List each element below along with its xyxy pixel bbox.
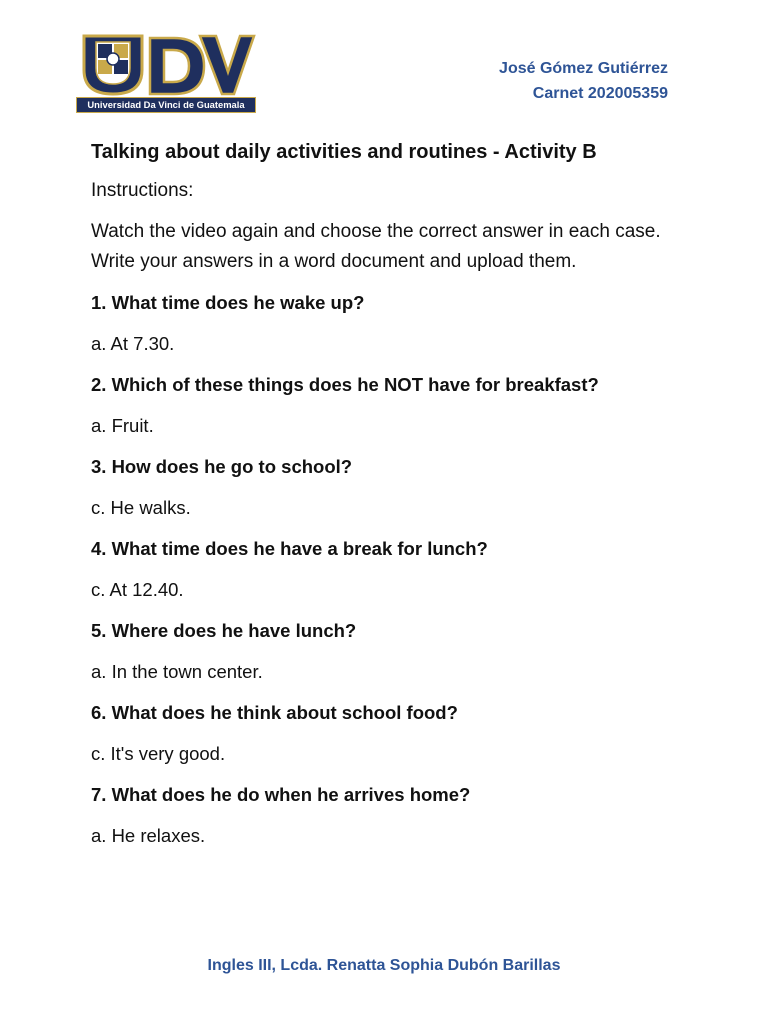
- question-list: [91, 288, 681, 851]
- answer-5: a. In the town center.: [91, 661, 263, 682]
- logo-caption: Universidad Da Vinci de Guatemala: [76, 97, 256, 113]
- question-7: 7. What does he do when he arrives home?: [91, 784, 471, 805]
- question-3: 3. How does he go to school?: [91, 456, 353, 477]
- answer-2: a. Fruit.: [91, 415, 154, 436]
- question-1: 1. What time does he wake up?: [91, 292, 365, 313]
- question-6: 6. What does he think about school food?: [91, 702, 458, 723]
- university-logo: [76, 32, 256, 114]
- answer-3: c. He walks.: [91, 497, 191, 518]
- question-2: 2. Which of these things does he NOT have for breakfast?: [91, 374, 599, 395]
- document-body: [91, 135, 681, 862]
- answer-7: a. He relaxes.: [91, 825, 206, 846]
- author-carnet: Carnet 202005359: [532, 85, 668, 102]
- answer-6: c. It's very good.: [91, 743, 226, 764]
- question-4: 4. What time does he have a break for lunch?: [91, 538, 488, 559]
- author-block: [499, 56, 668, 106]
- instructions-label: Instructions:: [91, 180, 194, 201]
- author-name: José Gómez Gutiérrez: [499, 60, 668, 77]
- document-title: Talking about daily activities and routines - Activity B: [91, 141, 597, 163]
- answer-1: a. At 7.30.: [91, 333, 175, 354]
- udv-logo-mark: [76, 32, 256, 98]
- instructions-text: Watch the video again and choose the correct answer in each case. Write your answers in a word document and upload them.: [91, 221, 661, 272]
- answer-4: c. At 12.40.: [91, 579, 184, 600]
- page-footer: Ingles III, Lcda. Renatta Sophia Dubón Barillas: [207, 957, 561, 974]
- question-5: 5. Where does he have lunch?: [91, 620, 357, 641]
